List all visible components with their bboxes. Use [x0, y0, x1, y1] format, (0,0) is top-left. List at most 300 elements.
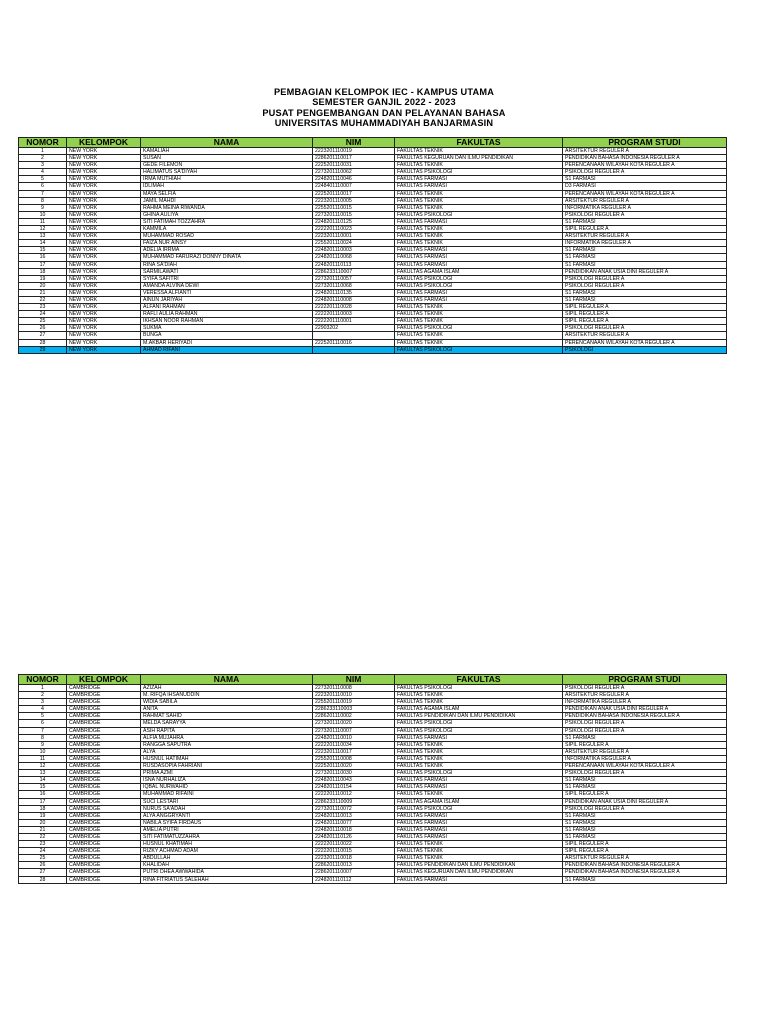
cell-kelompok[interactable]: CAMBRIDGE	[67, 784, 141, 791]
cell-program-studi[interactable]: S1 FARMASI	[563, 784, 727, 791]
cell-nama[interactable]: ALYA	[141, 748, 313, 755]
cell-nomor[interactable]: 23	[19, 304, 67, 311]
cell-program-studi[interactable]: S1 FARMASI	[563, 218, 727, 225]
table-row[interactable]	[19, 162, 727, 169]
cell-kelompok[interactable]: NEW YORK	[67, 169, 141, 176]
cell-fakultas[interactable]: FAKULTAS AGAMA ISLAM	[395, 706, 563, 713]
cell-kelompok[interactable]: CAMBRIDGE	[67, 848, 141, 855]
cell-nim[interactable]: 2255201110015	[313, 204, 395, 211]
table-row[interactable]	[19, 748, 727, 755]
table-row[interactable]	[19, 148, 727, 155]
cell-fakultas[interactable]: FAKULTAS PSIKOLOGI	[395, 720, 563, 727]
cell-fakultas[interactable]: FAKULTAS PSIKOLOGI	[395, 346, 563, 353]
cell-program-studi[interactable]: S1 FARMASI	[563, 254, 727, 261]
cell-kelompok[interactable]: NEW YORK	[67, 226, 141, 233]
cell-nama[interactable]: ANITA	[141, 706, 313, 713]
table-row[interactable]	[19, 204, 727, 211]
cell-nomor[interactable]: 2	[19, 155, 67, 162]
cell-nomor[interactable]: 16	[19, 254, 67, 261]
cell-nomor[interactable]: 20	[19, 282, 67, 289]
cell-program-studi[interactable]: PENDIDIKAN BAHASA INDONESIA REGULER A	[563, 869, 727, 876]
cell-kelompok[interactable]: CAMBRIDGE	[67, 869, 141, 876]
cell-nim[interactable]: 2223201110005	[313, 197, 395, 204]
cell-nomor[interactable]: 24	[19, 848, 67, 855]
cell-nim[interactable]: 2223201110017	[313, 748, 395, 755]
cell-nama[interactable]: AMELIA PUTRI	[141, 826, 313, 833]
cell-fakultas[interactable]: FAKULTAS TEKNIK	[395, 197, 563, 204]
cell-fakultas[interactable]: FAKULTAS FARMASI	[395, 876, 563, 883]
cell-nomor[interactable]: 10	[19, 211, 67, 218]
cell-kelompok[interactable]: CAMBRIDGE	[67, 755, 141, 762]
cell-nomor[interactable]: 1	[19, 685, 67, 692]
cell-nim[interactable]: 2222201110012	[313, 791, 395, 798]
table-row[interactable]	[19, 734, 727, 741]
table-row[interactable]	[19, 805, 727, 812]
cell-kelompok[interactable]: NEW YORK	[67, 162, 141, 169]
table-row[interactable]	[19, 692, 727, 699]
cell-program-studi[interactable]: PERENCANAAN WILAYAH KOTA REGULER A	[563, 339, 727, 346]
cell-fakultas[interactable]: FAKULTAS TEKNIK	[395, 848, 563, 855]
cell-fakultas[interactable]: FAKULTAS FARMASI	[395, 819, 563, 826]
table-row[interactable]	[19, 211, 727, 218]
cell-fakultas[interactable]: FAKULTAS TEKNIK	[395, 791, 563, 798]
cell-nomor[interactable]: 5	[19, 176, 67, 183]
cell-program-studi[interactable]: PSIKOLOGI REGULER A	[563, 805, 727, 812]
cell-kelompok[interactable]: NEW YORK	[67, 190, 141, 197]
table-row[interactable]	[19, 862, 727, 869]
cell-nim[interactable]	[313, 332, 395, 339]
cell-nama[interactable]: M.AKBAR HERIYADI	[141, 339, 313, 346]
cell-nama[interactable]: JAMIL MAHDI	[141, 197, 313, 204]
header-fakultas[interactable]: FAKULTAS	[395, 138, 563, 148]
cell-program-studi[interactable]: SIPIL REGULER A	[563, 311, 727, 318]
cell-nomor[interactable]: 20	[19, 819, 67, 826]
cell-program-studi[interactable]: S1 FARMASI	[563, 833, 727, 840]
cell-nomor[interactable]: 21	[19, 289, 67, 296]
table-row[interactable]	[19, 869, 727, 876]
cell-fakultas[interactable]: FAKULTAS TEKNIK	[395, 162, 563, 169]
cell-nim[interactable]: 2222201110034	[313, 741, 395, 748]
cell-program-studi[interactable]: SIPIL REGULER A	[563, 848, 727, 855]
table-row[interactable]	[19, 798, 727, 805]
cell-fakultas[interactable]: FAKULTAS TEKNIK	[395, 332, 563, 339]
cell-program-studi[interactable]: ARSITEKTUR REGULER A	[563, 332, 727, 339]
cell-kelompok[interactable]: NEW YORK	[67, 233, 141, 240]
cell-nim[interactable]: 2255201110019	[313, 699, 395, 706]
cell-nama[interactable]: BUNGA	[141, 332, 313, 339]
cell-program-studi[interactable]: S1 FARMASI	[563, 812, 727, 819]
cell-nim[interactable]: 2286201110017	[313, 155, 395, 162]
cell-nim[interactable]: 2273201110068	[313, 282, 395, 289]
table-row[interactable]	[19, 197, 727, 204]
cell-nama[interactable]: SITI FATIMATUZZAHRA	[141, 833, 313, 840]
cell-fakultas[interactable]: FAKULTAS FARMASI	[395, 289, 563, 296]
cell-nomor[interactable]: 25	[19, 318, 67, 325]
cell-program-studi[interactable]: S1 FARMASI	[563, 247, 727, 254]
cell-nim[interactable]: 2273201110007	[313, 727, 395, 734]
cell-kelompok[interactable]: CAMBRIDGE	[67, 798, 141, 805]
cell-nama[interactable]: RUSDASOPIA FAHRIANI	[141, 763, 313, 770]
cell-program-studi[interactable]: PENDIDIKAN ANAK USIA DINI REGULER A	[563, 798, 727, 805]
cell-nama[interactable]: AMANDA ALVINA DEWI	[141, 282, 313, 289]
cell-fakultas[interactable]: FAKULTAS PSIKOLOGI	[395, 727, 563, 734]
cell-nama[interactable]: MUHAMMAD FARURAZI DONNY DINATA	[141, 254, 313, 261]
cell-nama[interactable]: MELDA SARAYYA	[141, 720, 313, 727]
cell-program-studi[interactable]: INFORMATIKA REGULER A	[563, 204, 727, 211]
cell-nomor[interactable]: 21	[19, 826, 67, 833]
cell-kelompok[interactable]: NEW YORK	[67, 296, 141, 303]
cell-fakultas[interactable]: FAKULTAS TEKNIK	[395, 190, 563, 197]
cell-nama[interactable]: SITI FATIMAH TOZZAHRA	[141, 218, 313, 225]
cell-nim[interactable]: 2286233110007	[313, 268, 395, 275]
cell-nim[interactable]: 2223201110018	[313, 855, 395, 862]
table-row[interactable]	[19, 833, 727, 840]
cell-program-studi[interactable]: SIPIL REGULER A	[563, 741, 727, 748]
table-row[interactable]	[19, 706, 727, 713]
cell-kelompok[interactable]: CAMBRIDGE	[67, 741, 141, 748]
cell-nim[interactable]: 2222201110003	[313, 311, 395, 318]
cell-nim[interactable]: 2273201110020	[313, 720, 395, 727]
cell-nomor[interactable]: 29	[19, 346, 67, 353]
cell-program-studi[interactable]: PSIKOLOGI REGULER A	[563, 282, 727, 289]
cell-kelompok[interactable]: NEW YORK	[67, 275, 141, 282]
header-program-studi[interactable]: PROGRAM STUDI	[563, 675, 727, 685]
header-nama[interactable]: NAMA	[141, 675, 313, 685]
cell-nama[interactable]: IKHSAN NOOR RAHMAN	[141, 318, 313, 325]
cell-fakultas[interactable]: FAKULTAS FARMASI	[395, 261, 563, 268]
cell-nomor[interactable]: 27	[19, 332, 67, 339]
cell-nomor[interactable]: 17	[19, 261, 67, 268]
cell-nomor[interactable]: 22	[19, 833, 67, 840]
cell-nama[interactable]: ALFIA MUJAHRA	[141, 734, 313, 741]
cell-program-studi[interactable]: S1 FARMASI	[563, 176, 727, 183]
cell-nomor[interactable]: 25	[19, 855, 67, 862]
table-row[interactable]	[19, 819, 727, 826]
cell-nomor[interactable]: 14	[19, 777, 67, 784]
cell-nim[interactable]: 22903202	[313, 325, 395, 332]
cell-kelompok[interactable]: NEW YORK	[67, 211, 141, 218]
cell-nomor[interactable]: 13	[19, 770, 67, 777]
cell-program-studi[interactable]: PENDIDIKAN BAHASA INDONESIA REGULER A	[563, 713, 727, 720]
cell-kelompok[interactable]: CAMBRIDGE	[67, 819, 141, 826]
cell-kelompok[interactable]: CAMBRIDGE	[67, 685, 141, 692]
cell-nama[interactable]: HUSNUL KHATIMAH	[141, 841, 313, 848]
cell-fakultas[interactable]: FAKULTAS PENDIDIKAN DAN ILMU PENDIDIKAN	[395, 713, 563, 720]
cell-kelompok[interactable]: NEW YORK	[67, 304, 141, 311]
cell-nama[interactable]: NURUS SA'ADAH	[141, 805, 313, 812]
header-nama[interactable]: NAMA	[141, 138, 313, 148]
table-row[interactable]	[19, 826, 727, 833]
cell-program-studi[interactable]: PSIKOLOGI REGULER A	[563, 727, 727, 734]
table-row[interactable]	[19, 289, 727, 296]
cell-kelompok[interactable]: CAMBRIDGE	[67, 713, 141, 720]
cell-program-studi[interactable]: S1 FARMASI	[563, 819, 727, 826]
cell-nim[interactable]: 2273201110008	[313, 685, 395, 692]
cell-nama[interactable]: RAHMA MEINA RIWANDA	[141, 204, 313, 211]
cell-kelompok[interactable]: CAMBRIDGE	[67, 692, 141, 699]
cell-kelompok[interactable]: NEW YORK	[67, 268, 141, 275]
cell-nomor[interactable]: 4	[19, 169, 67, 176]
table-row[interactable]	[19, 325, 727, 332]
table-row[interactable]	[19, 282, 727, 289]
cell-fakultas[interactable]: FAKULTAS PSIKOLOGI	[395, 325, 563, 332]
cell-program-studi[interactable]: S1 FARMASI	[563, 261, 727, 268]
cell-fakultas[interactable]: FAKULTAS KEGURUAN DAN ILMU PENDIDIKAN	[395, 155, 563, 162]
cell-fakultas[interactable]: FAKULTAS PSIKOLOGI	[395, 211, 563, 218]
cell-fakultas[interactable]: FAKULTAS TEKNIK	[395, 841, 563, 848]
cell-kelompok[interactable]: NEW YORK	[67, 204, 141, 211]
cell-program-studi[interactable]: PSIKOLOGI REGULER A	[563, 770, 727, 777]
table-row[interactable]	[19, 720, 727, 727]
cell-program-studi[interactable]: S1 FARMASI	[563, 826, 727, 833]
cell-fakultas[interactable]: FAKULTAS TEKNIK	[395, 304, 563, 311]
cell-program-studi[interactable]: PSIKOLOGI REGULER A	[563, 720, 727, 727]
table-row[interactable]	[19, 254, 727, 261]
cell-nim[interactable]: 2248201110113	[313, 261, 395, 268]
cell-nomor[interactable]: 19	[19, 812, 67, 819]
cell-program-studi[interactable]: INFORMATIKA REGULER A	[563, 240, 727, 247]
cell-nama[interactable]: SARMILAWATI	[141, 268, 313, 275]
cell-kelompok[interactable]: NEW YORK	[67, 247, 141, 254]
cell-fakultas[interactable]: FAKULTAS FARMASI	[395, 833, 563, 840]
cell-fakultas[interactable]: FAKULTAS AGAMA ISLAM	[395, 798, 563, 805]
cell-nomor[interactable]: 7	[19, 190, 67, 197]
table-row[interactable]	[19, 233, 727, 240]
cell-kelompok[interactable]: CAMBRIDGE	[67, 734, 141, 741]
cell-nomor[interactable]: 10	[19, 748, 67, 755]
cell-fakultas[interactable]: FAKULTAS TEKNIK	[395, 699, 563, 706]
cell-program-studi[interactable]: SIPIL REGULER A	[563, 841, 727, 848]
table-row[interactable]	[19, 791, 727, 798]
cell-nim[interactable]: 2248201110125	[313, 218, 395, 225]
cell-nama[interactable]: RAHMAT SAHID	[141, 713, 313, 720]
table-row[interactable]	[19, 190, 727, 197]
table-row[interactable]	[19, 812, 727, 819]
cell-nama[interactable]: PRIMA AZMI	[141, 770, 313, 777]
cell-kelompok[interactable]: CAMBRIDGE	[67, 826, 141, 833]
cell-fakultas[interactable]: FAKULTAS KEGURUAN DAN ILMU PENDIDIKAN	[395, 869, 563, 876]
table-row[interactable]	[19, 275, 727, 282]
cell-kelompok[interactable]: NEW YORK	[67, 311, 141, 318]
cell-nama[interactable]: SUSAN	[141, 155, 313, 162]
table-row[interactable]	[19, 841, 727, 848]
cell-kelompok[interactable]: CAMBRIDGE	[67, 706, 141, 713]
cell-nim[interactable]: 2222201110023	[313, 226, 395, 233]
header-nim[interactable]: NIM	[313, 138, 395, 148]
cell-kelompok[interactable]: CAMBRIDGE	[67, 855, 141, 862]
cell-fakultas[interactable]: FAKULTAS PSIKOLOGI	[395, 770, 563, 777]
cell-nim[interactable]: 2286233110003	[313, 706, 395, 713]
cell-kelompok[interactable]: CAMBRIDGE	[67, 699, 141, 706]
cell-fakultas[interactable]: FAKULTAS TEKNIK	[395, 763, 563, 770]
cell-nama[interactable]: AZIZAH	[141, 685, 313, 692]
cell-kelompok[interactable]: NEW YORK	[67, 289, 141, 296]
cell-nim[interactable]: 2273201110057	[313, 275, 395, 282]
cell-nomor[interactable]: 14	[19, 240, 67, 247]
cell-nama[interactable]: VERESSA ALFIANTI	[141, 289, 313, 296]
cell-nama[interactable]: MUHAMMAD RIFAINI	[141, 791, 313, 798]
table-row[interactable]	[19, 784, 727, 791]
cell-program-studi[interactable]: PENDIDIKAN BAHASA INDONESIA REGULER A	[563, 862, 727, 869]
cell-kelompok[interactable]: NEW YORK	[67, 339, 141, 346]
cell-program-studi[interactable]: ARSITEKTUR REGULER A	[563, 233, 727, 240]
cell-program-studi[interactable]: S1 FARMASI	[563, 296, 727, 303]
cell-nomor[interactable]: 6	[19, 183, 67, 190]
table-row[interactable]	[19, 176, 727, 183]
cell-program-studi[interactable]: PSIKOLOGI REGULER A	[563, 169, 727, 176]
cell-fakultas[interactable]: FAKULTAS TEKNIK	[395, 741, 563, 748]
cell-nim[interactable]: 2225201110016	[313, 339, 395, 346]
cell-nama[interactable]: RANGGA SAPUTRA	[141, 741, 313, 748]
cell-program-studi[interactable]: PERENCANAAN WILAYAH KOTA REGULER A	[563, 190, 727, 197]
table-row[interactable]	[19, 304, 727, 311]
cell-nama[interactable]: PUTRI DHEA AWWAHIDA	[141, 869, 313, 876]
cell-program-studi[interactable]: PSIKOLOGI REGULER A	[563, 275, 727, 282]
table-row[interactable]	[19, 155, 727, 162]
cell-nim[interactable]: 2223201110001	[313, 233, 395, 240]
cell-program-studi[interactable]: S1 FARMASI	[563, 289, 727, 296]
cell-nomor[interactable]: 26	[19, 325, 67, 332]
table-row[interactable]	[19, 713, 727, 720]
cell-nim[interactable]: 2225201110031	[313, 162, 395, 169]
cell-nama[interactable]: KHALIDAH	[141, 862, 313, 869]
table-row[interactable]	[19, 741, 727, 748]
table-row[interactable]	[19, 777, 727, 784]
cell-nim[interactable]: 2248201110077	[313, 819, 395, 826]
cell-nim[interactable]: 2255201110008	[313, 755, 395, 762]
cell-program-studi[interactable]: ARSITEKTUR REGULER A	[563, 692, 727, 699]
cell-fakultas[interactable]: FAKULTAS TEKNIK	[395, 855, 563, 862]
cell-kelompok[interactable]: CAMBRIDGE	[67, 763, 141, 770]
cell-fakultas[interactable]: FAKULTAS PSIKOLOGI	[395, 685, 563, 692]
cell-program-studi[interactable]: PENDIDIKAN ANAK USIA DINI REGULER A	[563, 268, 727, 275]
cell-program-studi[interactable]: ARSITEKTUR REGULER A	[563, 855, 727, 862]
table-row[interactable]	[19, 268, 727, 275]
cell-nim[interactable]: 2286201110002	[313, 713, 395, 720]
cell-nomor[interactable]: 27	[19, 869, 67, 876]
cell-fakultas[interactable]: FAKULTAS TEKNIK	[395, 311, 563, 318]
table-row[interactable]	[19, 848, 727, 855]
cell-kelompok[interactable]: NEW YORK	[67, 240, 141, 247]
cell-kelompok[interactable]: CAMBRIDGE	[67, 812, 141, 819]
cell-kelompok[interactable]: CAMBRIDGE	[67, 770, 141, 777]
cell-program-studi[interactable]: D3 FARMASI	[563, 183, 727, 190]
table-row[interactable]	[19, 770, 727, 777]
cell-kelompok[interactable]: NEW YORK	[67, 197, 141, 204]
cell-nim[interactable]: 2222201110028	[313, 304, 395, 311]
cell-nim[interactable]: 2273201110062	[313, 169, 395, 176]
cell-fakultas[interactable]: FAKULTAS FARMASI	[395, 784, 563, 791]
cell-nama[interactable]: AINUN JARIYAH	[141, 296, 313, 303]
cell-nomor[interactable]: 1	[19, 148, 67, 155]
header-kelompok[interactable]: KELOMPOK	[67, 138, 141, 148]
header-fakultas[interactable]: FAKULTAS	[395, 675, 563, 685]
cell-fakultas[interactable]: FAKULTAS FARMASI	[395, 812, 563, 819]
cell-program-studi[interactable]: INFORMATIKA REGULER A	[563, 699, 727, 706]
cell-nomor[interactable]: 8	[19, 197, 67, 204]
cell-nama[interactable]: KAMMILA	[141, 226, 313, 233]
table-row[interactable]	[19, 318, 727, 325]
table-row[interactable]	[19, 183, 727, 190]
cell-fakultas[interactable]: FAKULTAS PSIKOLOGI	[395, 275, 563, 282]
cell-nomor[interactable]: 19	[19, 275, 67, 282]
cell-nama[interactable]: WIDIA SABILA	[141, 699, 313, 706]
cell-fakultas[interactable]: FAKULTAS TEKNIK	[395, 692, 563, 699]
table-row[interactable]	[19, 755, 727, 762]
cell-nim[interactable]: 2286233110009	[313, 798, 395, 805]
cell-fakultas[interactable]: FAKULTAS FARMASI	[395, 183, 563, 190]
table-row[interactable]	[19, 339, 727, 346]
cell-nomor[interactable]: 18	[19, 805, 67, 812]
cell-nama[interactable]: SUKMA	[141, 325, 313, 332]
header-nomor[interactable]: NOMOR	[19, 675, 67, 685]
table-row[interactable]	[19, 876, 727, 883]
cell-nim[interactable]: 2222201110022	[313, 841, 395, 848]
cell-nomor[interactable]: 4	[19, 706, 67, 713]
cell-nim[interactable]: 2248201110008	[313, 296, 395, 303]
cell-nomor[interactable]: 22	[19, 296, 67, 303]
table-row[interactable]	[19, 855, 727, 862]
cell-nama[interactable]: ISNA NURHALIZA	[141, 777, 313, 784]
cell-kelompok[interactable]: CAMBRIDGE	[67, 876, 141, 883]
cell-nama[interactable]: SUCI LESTARI	[141, 798, 313, 805]
cell-kelompok[interactable]: CAMBRIDGE	[67, 720, 141, 727]
cell-nim[interactable]: 2225201110017	[313, 190, 395, 197]
cell-nama[interactable]: GEDE FILEMON	[141, 162, 313, 169]
cell-kelompok[interactable]: NEW YORK	[67, 183, 141, 190]
cell-nim[interactable]: 2248201110046	[313, 176, 395, 183]
cell-program-studi[interactable]: S1 FARMASI	[563, 876, 727, 883]
cell-fakultas[interactable]: FAKULTAS FARMASI	[395, 734, 563, 741]
cell-nim[interactable]: 2286201110007	[313, 869, 395, 876]
cell-kelompok[interactable]: NEW YORK	[67, 346, 141, 353]
cell-nim[interactable]: 2223201110019	[313, 148, 395, 155]
cell-program-studi[interactable]: PSIKOLOGI REGULER A	[563, 325, 727, 332]
cell-kelompok[interactable]: CAMBRIDGE	[67, 833, 141, 840]
cell-kelompok[interactable]: NEW YORK	[67, 332, 141, 339]
cell-nomor[interactable]: 26	[19, 862, 67, 869]
cell-fakultas[interactable]: FAKULTAS FARMASI	[395, 254, 563, 261]
cell-nama[interactable]: SYIFA SAFITRI	[141, 275, 313, 282]
cell-program-studi[interactable]: S1 FARMASI	[563, 777, 727, 784]
cell-fakultas[interactable]: FAKULTAS FARMASI	[395, 247, 563, 254]
cell-fakultas[interactable]: FAKULTAS TEKNIK	[395, 226, 563, 233]
table-row[interactable]	[19, 226, 727, 233]
cell-nim[interactable]: 2273201110015	[313, 211, 395, 218]
header-program-studi[interactable]: PROGRAM STUDI	[563, 138, 727, 148]
cell-program-studi[interactable]: PSIKOLOGI REGULER A	[563, 685, 727, 692]
cell-fakultas[interactable]: FAKULTAS TEKNIK	[395, 240, 563, 247]
cell-nomor[interactable]: 23	[19, 841, 67, 848]
cell-kelompok[interactable]: NEW YORK	[67, 148, 141, 155]
cell-kelompok[interactable]: NEW YORK	[67, 155, 141, 162]
cell-nama[interactable]: MAYA SELFIA	[141, 190, 313, 197]
cell-fakultas[interactable]: FAKULTAS TEKNIK	[395, 318, 563, 325]
cell-fakultas[interactable]: FAKULTAS TEKNIK	[395, 748, 563, 755]
cell-nama[interactable]: ADELIA IRRMA	[141, 247, 313, 254]
cell-nomor[interactable]: 24	[19, 311, 67, 318]
cell-nama[interactable]: ABDULLAH	[141, 855, 313, 862]
cell-nama[interactable]: ALFANI RAHMAN	[141, 304, 313, 311]
cell-nomor[interactable]: 9	[19, 204, 67, 211]
cell-nim[interactable]: 2286201110013	[313, 862, 395, 869]
cell-fakultas[interactable]: FAKULTAS FARMASI	[395, 777, 563, 784]
cell-nomor[interactable]: 17	[19, 798, 67, 805]
cell-nomor[interactable]: 28	[19, 339, 67, 346]
table-row[interactable]	[19, 346, 727, 353]
cell-nim[interactable]: 2248201110068	[313, 254, 395, 261]
cell-nomor[interactable]: 15	[19, 247, 67, 254]
